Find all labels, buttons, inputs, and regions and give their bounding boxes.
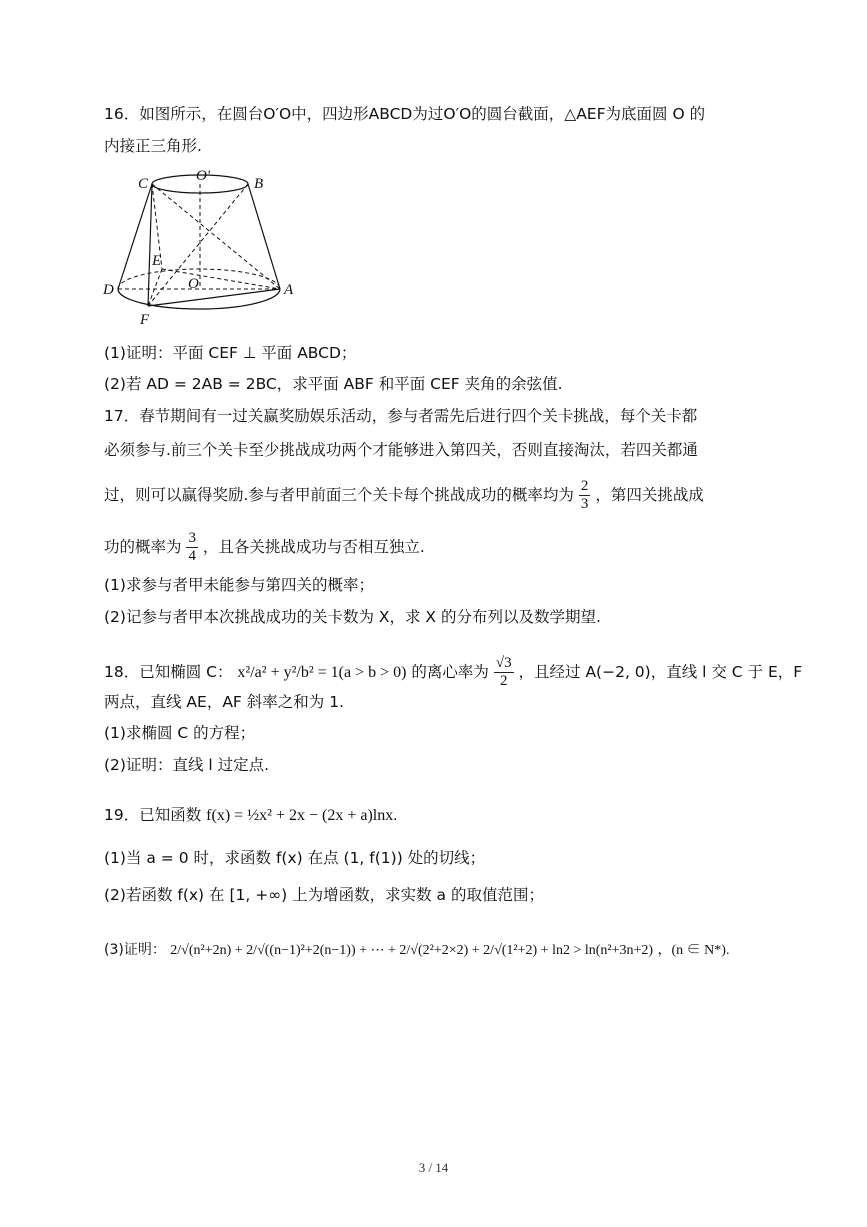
q19-part2: (2)若函数 f(x) 在 [1, +∞) 上为增函数，求实数 a 的取值范围； [104,886,544,904]
ellipse-equation: x²/a² + y²/b² = 1(a > b > 0) [237,664,407,681]
page-number: 3 / 14 [418,1160,449,1175]
q18-part1: (1)求椭圆 C 的方程； [104,724,256,742]
q16-line2: 内接正三角形. [104,137,202,155]
q18-part2: (2)证明：直线 l 过定点. [104,756,270,774]
q18-line1a: 18．已知椭圆 C： [104,663,233,681]
line-FA [148,289,280,306]
q16-part2: (2)若 AD = 2AB = 2BC，求平面 ABF 和平面 CEF 夹角的余弦值. [104,375,563,393]
q17-line4 [104,530,425,565]
fraction-three-quarters: $\frac{3}{4}$ [188,530,196,564]
line-CF [148,184,152,306]
q18-line1b: 的离心率为 [411,663,489,681]
q19-line1 [104,805,397,826]
q17-line3a: 过，则可以赢得奖励.参与者甲前面三个关卡每个挑战成功的概率均为 [104,486,574,504]
label-E: E [152,253,162,269]
label-A: A [284,282,294,298]
side-DC [118,184,152,289]
label-B: B [254,176,264,192]
frustum-figure [100,164,310,329]
q17-line2: 必须参与.前三个关卡至少挑战成功两个才能够进入第四关，否则直接淘汰，若四关都通 [104,441,698,459]
q17-line4b: ，且各关挑战成功与否相互独立. [202,538,425,556]
q17-line3b: ，第四关挑战成 [595,486,704,504]
line-EF [148,269,162,306]
bottom-circle-back [118,269,280,289]
q19-part1: (1)当 a = 0 时，求函数 f(x) 在点 (1, f(1)) 处的切线； [104,849,486,867]
function-definition: f(x) = ½x² + 2x − (2x + a)lnx. [206,807,398,824]
q17-part1: (1)求参与者甲未能参与第四关的概率； [104,576,374,594]
label-O-top: O′ [196,168,211,184]
label-F: F [140,312,150,328]
inequality-expression: 2/√(n²+2n) + 2/√((n−1)²+2(n−1)) + ⋯ + 2/√(2²+2×2) + 2/√(1²+2) + ln2 > ln(n²+3n+2) [170,943,654,958]
q17-line1: 17．春节期间有一过关赢奖励娱乐活动，参与者需先后进行四个关卡挑战，每个关卡都 [104,407,698,425]
q16-line1: 16．如图所示，在圆台O′O中，四边形ABCD为过O′O的圆台截面，△AEF为底面圆 O 的 [104,105,706,123]
q19-line1a: 19．已知函数 [104,806,202,824]
q18-line2: 两点，直线 AE，AF 斜率之和为 1. [104,693,344,711]
q18-line1 [104,655,802,690]
q18-line1c: ，且经过 A(−2, 0)，直线 l 交 C 于 E，F [518,663,803,681]
side-AB [248,184,280,289]
q17-line4a: 功的概率为 [104,538,182,556]
fraction-two-thirds: $\frac{2}{3}$ [580,478,589,512]
q19-part3 [104,940,729,961]
q17-part2: (2)记参与者甲本次挑战成功的关卡数为 X，求 X 的分布列以及数学期望. [104,608,601,626]
label-C: C [138,176,149,192]
label-D: D [103,282,114,298]
eccentricity-fraction: $\frac{√3}{2}$ [495,655,512,689]
line-CA [152,184,280,289]
line-EA [162,269,280,289]
q19-part3-label: (3)证明： [104,942,166,958]
inequality-condition: ，(n ∈ N*). [657,943,730,958]
label-O: O [188,276,199,292]
q17-line3 [104,478,704,513]
q16-part1: (1)证明：平面 CEF ⊥ 平面 ABCD； [104,344,357,362]
